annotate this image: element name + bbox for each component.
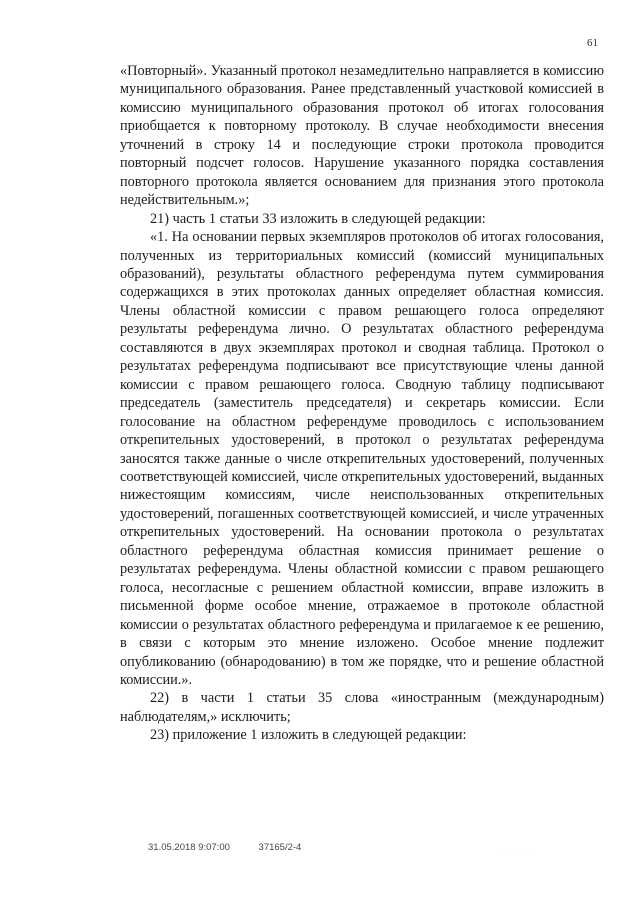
footer [148,842,301,853]
paragraph-item-21: 21) часть 1 статьи 33 изложить в следующей редакции: [150,210,486,227]
paragraph-continuation: «Повторный». Указанный протокол незамедлительно направляется в комиссию муниципального образования. Ранее представленный участковой комиссией в комиссию муниципального образования протокол об итогах голосования приобщается к повторному протоколу. В случае необходимости внесения уточнений в строку 14 и последующие строки протокола проводится повторный подсчет голосов. Нарушение указанного порядка составления повторного протокола является основанием для признания этого протокола недействительным.»; [120,63,604,209]
page-number: 61 [587,37,598,49]
document-body [120,62,604,745]
paragraph-item-22: 22) в части 1 статьи 35 слова «иностранным (международным) наблюдателям,» исключить; [120,690,604,725]
paragraph-quoted-part-1: «1. На основании первых экземпляров протоколов об итогах голосования, полученных из территориальных комиссий (комиссий муниципальных образований), результаты областного референдума путем суммирования содержащихся в этих протоколах данных определяет областная комиссия. Члены областной комиссии с правом решающего голоса определяют результаты референдума лично. О результатах областного референдума составляются в двух экземплярах протокол и сводная таблица. Протокол о результатах референдума подписывают все присутствующие члены данной комиссии с правом решающего голоса. Сводную таблицу подписывают председатель (заместитель председателя) и секретарь комиссии. Если голосование на областном референдуме проводилось с использованием открепительных удостоверений, в протокол о результатах референдума заносятся также данные о числе открепительных удостоверений, полученных соответствующей комиссией, числе открепительных удостоверений, выданных нижестоящим комиссиям, числе неиспользованных открепительных удостоверений, погашенных соответствующей комиссией, и числе утраченных открепительных удостоверений. На основании протокола о результатах областного референдума областная комиссия принимает решение о результатах референдума. Члены областной комиссии с правом решающего голоса, несогласные с решением областной комиссии, вправе изложить в письменной форме особое мнение, отражаемое в протоколе областной комиссии о результатах областного референдума и прилагаемое к ее решению, в связи с которым это мнение изложено. Особое мнение подлежит опубликованию (обнародованию) в том же порядке, что и решение областной комиссии.». [120,229,604,688]
footer-doc-code: 37165/2-4 [258,842,302,853]
footer-timestamp: 31.05.2018 9:07:00 [148,842,230,853]
paragraph-item-23: 23) приложение 1 изложить в следующей редакции: [150,727,467,744]
faint-scan-mark: · · · · [503,846,537,852]
